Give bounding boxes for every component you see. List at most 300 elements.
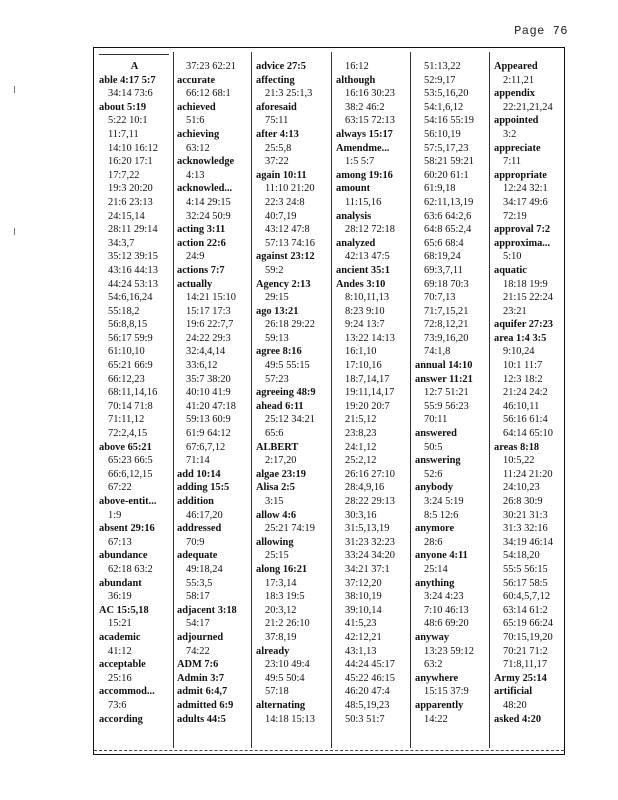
page-reference: 71:8,11,17: [503, 659, 548, 671]
index-term: above-entit...: [99, 496, 157, 507]
index-term: although: [336, 74, 376, 86]
page-reference: 31:23 32:23: [345, 536, 395, 548]
page-reference: 55:9 56:23: [424, 400, 469, 412]
page-reference: 17:7,22: [108, 169, 140, 181]
index-term: answer 11:21: [415, 373, 473, 385]
page-reference: 34:21 37:1: [345, 563, 390, 575]
page-reference: 16:1,10: [345, 346, 377, 358]
page-reference: 22:21,21,24: [503, 101, 553, 113]
page-reference: 54:17: [186, 618, 210, 630]
page-reference: 3:24 5:19: [424, 496, 464, 507]
page-reference: 65:6 68:4: [424, 237, 464, 249]
page-reference: 61:9 64:12: [186, 428, 231, 440]
index-term: Admin 3:7: [177, 672, 225, 684]
index-column-6: [491, 60, 565, 726]
page-reference: 21:6 23:13: [108, 196, 153, 208]
index-term: aforesaid: [256, 101, 297, 113]
index-term: allow 4:6: [256, 509, 297, 521]
page-reference: 41:20 47:18: [186, 400, 236, 412]
page-reference: 38:2 46:2: [345, 101, 385, 113]
page-reference: 19:20 20:7: [345, 400, 390, 412]
index-term: already: [256, 645, 290, 657]
index-term: Army 25:14: [494, 672, 547, 684]
page-reference: 26:18 29:22: [265, 319, 315, 331]
page-reference: 59:13: [265, 332, 289, 344]
page-reference: 28:4,9,16: [345, 482, 385, 494]
index-term: anywhere: [415, 672, 459, 684]
page-reference: 63:2: [424, 659, 443, 671]
index-term: adequate: [177, 550, 218, 562]
page-reference: 2:17,20: [265, 455, 297, 467]
page-reference: 53:5,16,20: [424, 88, 469, 100]
page-reference: 62:18 63:2: [108, 563, 153, 575]
index-term: anymore: [415, 523, 455, 535]
page-reference: 44:24 53:13: [108, 278, 158, 290]
page-reference: 11:24 21:20: [503, 468, 553, 480]
page-reference: 63:12: [186, 142, 210, 154]
page-reference: 9:24 13:7: [345, 319, 385, 331]
page-reference: 74:22: [186, 645, 210, 657]
index-term: algae 23:19: [256, 468, 306, 480]
page-reference: 63:15 72:13: [345, 115, 395, 127]
page-reference: 16:20 17:1: [108, 156, 153, 168]
index-term: annual 14:10: [415, 360, 473, 372]
page-reference: 73:9,16,20: [424, 332, 469, 344]
page-reference: 49:5 55:15: [265, 360, 310, 372]
index-term: accommod...: [99, 686, 155, 698]
page-reference: 46:20 47:4: [345, 686, 390, 698]
page-reference: 56:16 61:4: [503, 414, 548, 426]
page-reference: 67:6,7,12: [186, 441, 226, 453]
page-reference: 29:15: [265, 292, 289, 304]
page-reference: 32:4,4,14: [186, 346, 226, 358]
index-term: approxima...: [494, 237, 551, 249]
page-reference: 21:2 26:10: [265, 618, 310, 630]
page-reference: 16:12: [345, 61, 369, 72]
page-reference: 11:10 21:20: [265, 183, 315, 195]
index-term: anything: [415, 577, 455, 589]
page-reference: 28:12 72:18: [345, 224, 395, 236]
page-reference: 14:21 15:10: [186, 292, 236, 304]
page-reference: 64:14 65:10: [503, 428, 553, 440]
page-reference: 13:23 59:12: [424, 645, 474, 657]
page-reference: 3:24 4:23: [424, 591, 464, 603]
page-reference: 12:7 51:21: [424, 387, 469, 399]
page-reference: 65:23 66:5: [108, 455, 153, 467]
page-reference: 51:6: [186, 115, 205, 127]
page-reference: 21:15 22:24: [503, 292, 553, 304]
page-reference: 57:23: [265, 373, 289, 385]
page-reference: 68:11,14,16: [108, 387, 158, 399]
page-reference: 28:6: [424, 536, 443, 548]
page-reference: 25:12 34:21: [265, 414, 315, 426]
page-reference: 32:24 50:9: [186, 210, 231, 222]
page-reference: 20:3,12: [265, 604, 297, 616]
index-term: admit 6:4,7: [177, 686, 228, 698]
page-reference: 65:19 66:24: [503, 618, 553, 630]
index-term: actually: [177, 278, 213, 290]
column-divider: [251, 52, 252, 748]
page-reference: 17:3,14: [265, 577, 297, 589]
page-reference: 18:3 19:5: [265, 591, 305, 603]
page-reference: 63:14 61:2: [503, 604, 548, 616]
page-reference: 28:11 29:14: [108, 224, 158, 236]
index-term: always 15:17: [336, 128, 393, 140]
index-term: Agency 2:13: [256, 278, 311, 290]
page-reference: 1:9: [108, 509, 122, 521]
index-term: agree 8:16: [256, 346, 302, 358]
page-reference: 24:22 29:3: [186, 332, 231, 344]
page-reference: 14:18 15:13: [265, 713, 315, 725]
page-reference: 12:3 18:2: [503, 373, 543, 385]
index-term: absent 29:16: [99, 523, 155, 535]
page-reference: 71:11,12: [108, 414, 145, 426]
page-reference: 67:13: [108, 536, 132, 548]
index-term: against 23:12: [256, 251, 315, 263]
page-reference: 61:9,18: [424, 183, 456, 195]
margin-tick: [14, 228, 15, 235]
index-term: acting 3:11: [177, 224, 226, 236]
page-reference: 52:6: [424, 468, 443, 480]
page-reference: 57:13 74:16: [265, 237, 315, 249]
page-reference: 37:22: [265, 156, 289, 168]
index-term: adjourned: [177, 631, 224, 643]
page-reference: 41:5,23: [345, 618, 377, 630]
page-reference: 7:10 46:13: [424, 604, 469, 616]
page-reference: 8:10,11,13: [345, 292, 390, 304]
page-reference: 19:3 20:20: [108, 183, 153, 195]
index-column-5: [412, 60, 488, 726]
index-term: ahead 6:11: [256, 400, 304, 412]
index-term: answering: [415, 455, 461, 467]
page-reference: 37:8,19: [265, 631, 297, 643]
page-reference: 65:6: [265, 428, 284, 440]
page-reference: 43:1,13: [345, 645, 377, 657]
index-term: addressed: [177, 523, 222, 535]
index-term: ancient 35:1: [336, 264, 390, 276]
page-reference: 15:15 37:9: [424, 686, 469, 698]
page-reference: 10:1 11:7: [503, 360, 543, 372]
page-reference: 59:13 60:9: [186, 414, 231, 426]
page-reference: 72:19: [503, 210, 527, 222]
page-reference: 31:5,13,19: [345, 523, 390, 535]
index-term: ADM 7:6: [177, 659, 219, 671]
page-reference: 36:19: [108, 591, 132, 603]
page-reference: 9:10,24: [503, 346, 535, 358]
page-reference: 25:14: [424, 563, 448, 575]
page-reference: 75:11: [265, 115, 289, 127]
page-reference: 12:24 32:1: [503, 183, 548, 195]
page-reference: 24:9: [186, 251, 205, 263]
page-reference: 66:6,12,15: [108, 468, 153, 480]
page-reference: 70:14 71:8: [108, 400, 153, 412]
page-reference: 64:8 65:2,4: [424, 224, 472, 236]
page-reference: 2:11,21: [503, 74, 535, 86]
page-reference: 15:17 17:3: [186, 305, 231, 317]
page-reference: 40:10 41:9: [186, 387, 231, 399]
page-reference: 15:21: [108, 618, 132, 630]
index-term: action 22:6: [177, 237, 226, 249]
page-reference: 48:5,19,23: [345, 699, 390, 711]
page-reference: 43:12 47:8: [265, 224, 310, 236]
index-term: agreeing 48:9: [256, 387, 316, 399]
page-reference: 10:5,22: [503, 455, 535, 467]
page-reference: 66:12 68:1: [186, 88, 231, 100]
page-reference: 46:17,20: [186, 509, 223, 521]
page-reference: 49:18,24: [186, 563, 223, 575]
page-reference: 68:19,24: [424, 251, 461, 263]
index-term: admitted 6:9: [177, 699, 234, 711]
page-reference: 54:6,16,24: [108, 292, 153, 304]
page-reference: 70:11: [424, 414, 448, 426]
page-reference: 33:6,12: [186, 360, 218, 372]
margin-tick: [14, 86, 15, 93]
index-term: answered: [415, 428, 457, 440]
index-term: apparently: [415, 699, 464, 711]
index-term: add 10:14: [177, 468, 221, 480]
index-term: after 4:13: [256, 128, 299, 140]
page-reference: 25:16: [108, 672, 132, 684]
page-reference: 25:21 74:19: [265, 523, 315, 535]
index-term: appreciate: [494, 142, 541, 154]
page-reference: 34:14 73:6: [108, 88, 153, 100]
page-reference: 26:8 30:9: [503, 496, 543, 507]
column-divider: [331, 52, 332, 748]
index-term: appropriate: [494, 169, 547, 181]
page-reference: 67:22: [108, 482, 132, 494]
index-term: asked 4:20: [494, 713, 542, 725]
page-reference: 28:22 29:13: [345, 496, 395, 507]
page-reference: 25:2,12: [345, 455, 377, 467]
index-term: again 10:11: [256, 169, 307, 181]
page-reference: 50:5: [424, 441, 443, 453]
page-reference: 23:8,23: [345, 428, 377, 440]
page-reference: 51:13,22: [424, 61, 461, 72]
page-reference: 48:20: [503, 699, 527, 711]
page-reference: 11:15,16: [345, 196, 382, 208]
page-reference: 25:15: [265, 550, 289, 562]
page-reference: 45:22 46:15: [345, 672, 395, 684]
page-reference: 56:8,8,15: [108, 319, 148, 331]
page-reference: 35:12 39:15: [108, 251, 158, 263]
index-term: approval 7:2: [494, 224, 551, 236]
index-term: adults 44:5: [177, 713, 226, 725]
page-reference: 5:22 10:1: [108, 115, 148, 127]
index-term: alternating: [256, 699, 306, 711]
page-reference: 56:17 58:5: [503, 577, 548, 589]
page-reference: 70:21 71:2: [503, 645, 548, 657]
index-term: amount: [336, 183, 371, 195]
index-term: ago 13:21: [256, 305, 299, 317]
page-reference: 18:7,14,17: [345, 373, 390, 385]
page-reference: 25:5,8: [265, 142, 292, 154]
page-reference: 37:23 62:21: [186, 61, 236, 72]
page-reference: 65:21 66:9: [108, 360, 153, 372]
page-reference: 55:3,5: [186, 577, 213, 589]
index-term: abundant: [99, 577, 142, 589]
index-term: aquifer 27:23: [494, 319, 553, 331]
page-reference: 48:6 69:20: [424, 618, 469, 630]
page-reference: 74:1,8: [424, 346, 451, 358]
page-reference: 60:4,5,7,12: [503, 591, 551, 603]
page-reference: 54:1,6,12: [424, 101, 464, 113]
page-reference: 17:10,16: [345, 360, 382, 372]
page-reference: 14:10 16:12: [108, 142, 158, 154]
page-reference: 62:11,13,19: [424, 196, 474, 208]
page-reference: 24:10,23: [503, 482, 540, 494]
page-reference: 34:19 46:14: [503, 536, 553, 548]
page-reference: 4:13: [186, 169, 205, 181]
index-term: analysis: [336, 210, 372, 222]
index-term: artificial: [494, 686, 533, 698]
page-reference: 14:22: [424, 713, 448, 725]
page-reference: 41:12: [108, 645, 132, 657]
page-reference: 7:11: [503, 156, 522, 168]
page-reference: 57:18: [265, 686, 289, 698]
page-reference: 63:6 64:2,6: [424, 210, 472, 222]
page-reference: 8:5 12:6: [424, 509, 459, 521]
page-reference: 70:15,19,20: [503, 631, 553, 643]
index-term: advice 27:5: [256, 61, 306, 72]
page-reference: 40:7,19: [265, 210, 297, 222]
page-reference: 23:10 49:4: [265, 659, 310, 671]
index-page-frame: [93, 47, 565, 755]
page-number-label: Page 76: [514, 24, 568, 38]
page-reference: 38:10,19: [345, 591, 382, 603]
index-term: actions 7:7: [177, 264, 225, 276]
index-term: according: [99, 713, 143, 725]
index-term: among 19:16: [336, 169, 393, 181]
page-reference: 19:11,14,17: [345, 387, 395, 399]
page-reference: 70:7,13: [424, 292, 456, 304]
page-reference: 50:3 51:7: [345, 713, 385, 725]
page-reference: 19:6 22:7,7: [186, 319, 234, 331]
page-reference: 34:17 49:6: [503, 196, 548, 208]
page-reference: 22:3 24:8: [265, 196, 305, 208]
index-term: adjacent 3:18: [177, 604, 237, 616]
index-term: achieving: [177, 128, 220, 140]
index-term: Appeared: [494, 61, 538, 72]
page-reference: 58:21 59:21: [424, 156, 474, 168]
page-reference: 69:3,7,11: [424, 264, 463, 276]
index-term: adding 15:5: [177, 482, 230, 494]
page-reference: 72:2,4,15: [108, 428, 148, 440]
page-reference: 35:7 38:20: [186, 373, 231, 385]
page-reference: 39:10,14: [345, 604, 382, 616]
index-term: abundance: [99, 550, 148, 562]
index-term: allowing: [256, 536, 294, 548]
page-reference: 54:18,20: [503, 550, 540, 562]
page-reference: 3:15: [265, 496, 284, 507]
page-reference: 58:17: [186, 591, 210, 603]
page-reference: 11:7,11: [108, 128, 139, 140]
page-reference: 57:5,17,23: [424, 142, 469, 154]
page-reference: 33:24 34:20: [345, 550, 395, 562]
section-letter: A: [130, 61, 139, 72]
page-reference: 5:10: [503, 251, 522, 263]
index-term: acknowled...: [177, 183, 233, 195]
index-column-4: [333, 60, 410, 726]
index-term: Amendme...: [336, 142, 390, 154]
index-term: along 16:21: [256, 563, 308, 575]
index-term: affecting: [256, 74, 295, 86]
page-reference: 46:10,11: [503, 400, 540, 412]
page-reference: 21:3 25:1,3: [265, 88, 313, 100]
index-term: acknowledge: [177, 156, 235, 168]
page-reference: 23:21: [503, 305, 527, 317]
index-column-2: [174, 60, 251, 726]
page-reference: 56:17 59:9: [108, 332, 153, 344]
index-term: Alisa 2:5: [256, 482, 295, 494]
index-column-1: [96, 60, 173, 726]
index-term: ALBERT: [256, 441, 299, 453]
index-term: Andes 3:10: [336, 278, 386, 290]
page-reference: 34:3,7: [108, 237, 135, 249]
page-reference: 59:2: [265, 264, 284, 276]
page-reference: 71:7,15,21: [424, 305, 469, 317]
page-reference: 55:18,2: [108, 305, 140, 317]
index-term: addition: [177, 496, 214, 507]
index-term: accurate: [177, 74, 216, 86]
page-reference: 21:24 24:2: [503, 387, 548, 399]
column-divider: [489, 52, 490, 748]
page-reference: 1:5 5:7: [345, 156, 375, 168]
page-reference: 4:14 29:15: [186, 196, 231, 208]
page-reference: 44:24 45:17: [345, 659, 395, 671]
index-term: above 65:21: [99, 441, 152, 453]
page-reference: 8:23 9:10: [345, 305, 385, 317]
index-term: anybody: [415, 482, 454, 494]
page-reference: 24:1,12: [345, 441, 377, 453]
page-reference: 42:12,21: [345, 631, 382, 643]
page-reference: 13:22 14:13: [345, 332, 395, 344]
index-term: anyone 4:11: [415, 550, 468, 562]
index-term: appointed: [494, 115, 539, 127]
index-column-3: [253, 60, 330, 726]
page-reference: 54:16 55:19: [424, 115, 474, 127]
page-reference: 71:14: [186, 455, 210, 467]
page-reference: 21:5,12: [345, 414, 377, 426]
page-reference: 31:3 32:16: [503, 523, 548, 535]
index-term: academic: [99, 631, 141, 643]
index-term: able 4:17 5:7: [99, 74, 156, 86]
index-term: about 5:19: [99, 101, 147, 113]
page-reference: 70:9: [186, 536, 205, 548]
page-reference: 42:13 47:5: [345, 251, 390, 263]
page-reference: 43:16 44:13: [108, 264, 158, 276]
index-term: area 1:4 3:5: [494, 332, 547, 344]
column-divider: [410, 52, 411, 748]
index-term: achieved: [177, 101, 216, 113]
page-reference: 69:18 70:3: [424, 278, 469, 290]
page-reference: 61:10,10: [108, 346, 145, 358]
index-term: appendix: [494, 88, 536, 100]
index-term: analyzed: [336, 237, 376, 249]
index-term: acceptable: [99, 659, 146, 671]
page-reference: 52:9,17: [424, 74, 456, 86]
page-reference: 18:18 19:9: [503, 278, 548, 290]
page-reference: 30:21 31:3: [503, 509, 548, 521]
page-reference: 66:12,23: [108, 373, 145, 385]
page-reference: 37:12,20: [345, 577, 382, 589]
page-reference: 24:15,14: [108, 210, 145, 222]
page-reference: 55:5 56:15: [503, 563, 548, 575]
index-term: AC 15:5,18: [99, 604, 149, 616]
page-reference: 56:10,19: [424, 128, 461, 140]
page-reference: 3:2: [503, 128, 517, 140]
page-reference: 30:3,16: [345, 509, 377, 521]
page-reference: 60:20 61:1: [424, 169, 469, 181]
